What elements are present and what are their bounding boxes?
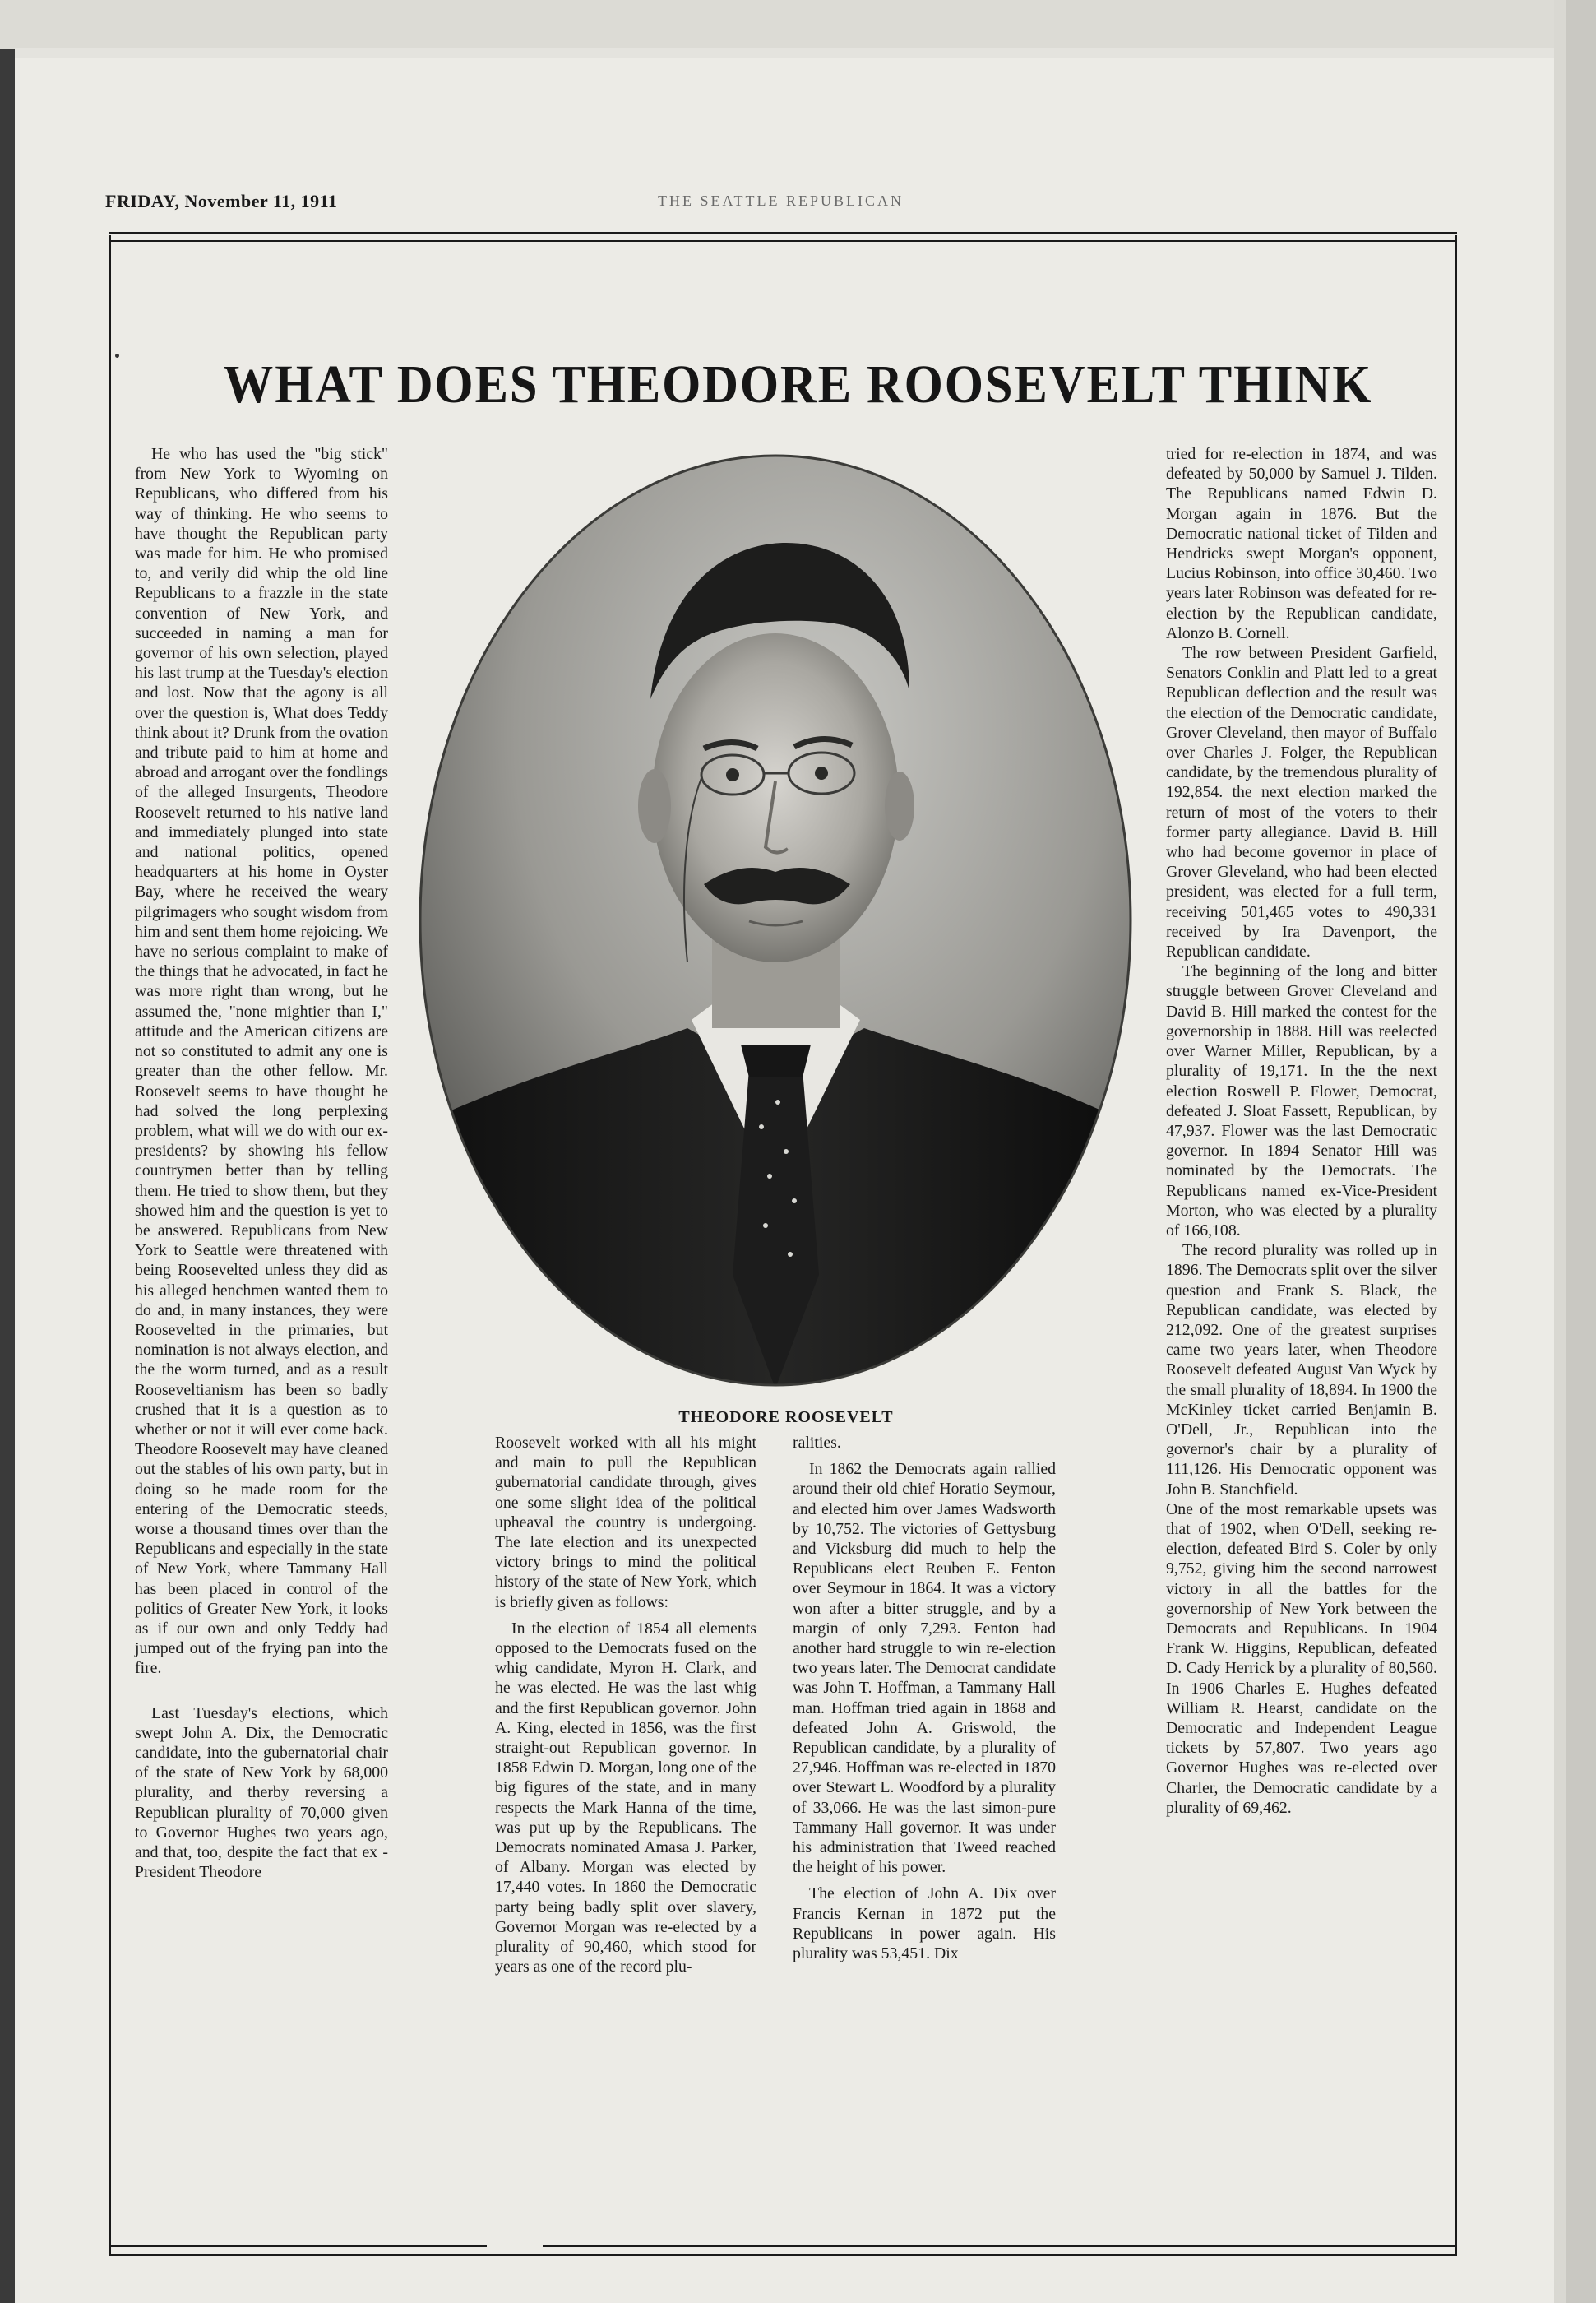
article-column-2 (495, 1433, 756, 1976)
bottom-rule-right-segment (543, 2245, 1455, 2247)
col4-paragraph: The record plurality was rolled up in 1896. The Democrats split over the silver question and Frank S. Black, the Republican candidate, was elected by 212,092. One of the greatest surprises came two years later, when Theodore Roosevelt defeated August Van Wyck by the small plurality of 18,894. In 1900 the McKinley ticket carried Benjamin B. O'Dell, Jr., Republican into the governor's chair by a plurality of 111,126. His Democratic opponent was John B. Stanchfield. (1166, 1241, 1437, 1499)
bottom-rule (109, 2254, 1457, 2256)
issue-date: FRIDAY, November 11, 1911 (105, 191, 338, 211)
col2-paragraph: Roosevelt worked with all his might and main to pull the Republican gubernatorial candidate through, gives one some slight idea of the political upheaval the country is undergoing. The late election and its unexpected victory brings to mind the political history of the state of New York, which is briefly given as follows: (495, 1434, 756, 1611)
page-stack-edge (1566, 0, 1596, 2303)
scan-top-margin (0, 0, 1596, 49)
col4-paragraph: The row between President Garfield, Senators Conklin and Platt led to a great Republican deflection and the result was the election of the Democratic candidate, Grover Cleveland, then mayor of Buffalo over Charles J. Folger, the Republican candidate, by the tremendous plurality of 192,854. the next election marked the return of most of the voters to their former party allegiance. David B. Hill who had become governor in place of Grover Gleveland, who had been elected president, was elected for a full term, receiving 501,465 votes to 490,331 received by Ira Davenport, the Republican candidate. (1166, 644, 1437, 962)
col3-paragraph: The election of John A. Dix over Francis Kernan in 1872 put the Republicans in power again. His plurality was 53,451. Dix (793, 1884, 1056, 1963)
article-headline: WHAT DOES THEODORE ROOSEVELT THINK (223, 354, 1373, 415)
col3-paragraph: In 1862 the Democrats again rallied around their old chief Horatio Seymour, and elected him over James Wadsworth by 10,752. The victories of Gettysburg and Vicksburg did much to help the Republicans elect Reuben E. Fenton over Seymour in 1864. It was a victory won after a bitter struggle, and by a margin of only 7,293. Fenton had another hard struggle to win re-election two years later. The Democrat candidate was John T. Hoffman, a Tammany Hall man. Hoffman tried again in 1868 and defeated John A. Griswold, the Republican candidate, by a plurality of 27,946. Hoffman was re-elected in 1870 over Stewart L. Woodford by a plurality of 33,066. He was the last simon-pure Tammany Hall governor. It was under his administration that Tweed reached the height of his power. (793, 1460, 1056, 1877)
article-column-3 (793, 1433, 1056, 1963)
col1-paragraph: Last Tuesday's elections, which swept John A. Dix, the Democratic candidate, into the gubernatorial chair of the state of New York by 68,000 plurality, and therby reversing a Republican plurality of 70,000 given to Governor Hughes two years ago, and that, too, despite the fact that ex - President Theodore (135, 1703, 388, 1882)
col4-paragraph: tried for re-election in 1874, and was defeated by 50,000 by Samuel J. Tilden. The Republicans named Edwin D. Morgan again in 1876. But the Democratic national ticket of Tilden and Hendricks swept Morgan's opponent, Lucius Robinson, into office 30,460. Two years later Robinson was defeated for re-election by the Republican candidate, Alonzo B. Cornell. (1166, 445, 1437, 642)
col4-paragraph: The beginning of the long and bitter struggle between Grover Cleveland and David B. Hill marked the contest for the governorship in 1888. Hill was reelected over Warner Miller, Republican, by a plurality of 19,171. In the the next election Roswell P. Flower, Democrat, defeated J. Sloat Fassett, Republican, by 47,937. Flower was the last Democratic governor. In 1894 Senator Hill was nominated by the Democrats. The Republicans named ex-Vice-President Morton, who was elected by a plurality of 166,108. (1166, 962, 1437, 1240)
top-rule-outer (109, 232, 1457, 234)
article-column-4 (1166, 444, 1437, 1818)
col1-paragraph: He who has used the "big stick" from New York to Wyoming on Republicans, who differed from his way of thinking. He who seems to have thought the Republican party was made for him. He who promised to, and verily did whip the old line Republicans to a frazzle in the state convention of New York, and succeeded in naming a man for governor of his own selection, played his last trump at the Tuesday's election and lost. Now that the agony is all over the question is, What does Teddy think about it? Drunk from the ovation and tribute paid to him at home and abroad and arrogant over the fondlings of the alleged Insurgents, Theodore Roosevelt returned to his native land and immediately plunged into state and national politics, opened headquarters at his home in Oyster Bay, where he received the weary pilgrimagers who sought wisdom from him and sent them home rejoicing. We have no serious complaint to make of the things that he advocated, in fact he was more right than wrong, but he assumed the, "none mightier than I," attitude and the American citizens are not so constituted to admit any one is greater than the other fellow. Mr. Roosevelt seems to have thought he had solved the long perplexing problem, what will we do with our ex-presidents? by showing his fellow countrymen better than by telling them. He tried to show them, but they showed him and the question is yet to be answered. Republicans from New York to Seattle were threatened with being Roosevelted unless they did as his alleged henchmen wanted them to do and, in many instances, they were Roosevelted in the primaries, but nomination is not always election, and the the worm turned, and as a result Rooseveltianism has been so badly crushed that it is a question as to whether or not it will ever come back. Theodore Roosevelt may have cleaned out the stables of his own party, but in doing so he made room for the entering of the Democratic steeds, worse a thousand times over than the Republicans and especially in the state of New York, where Tammany Hall has been placed in control of the politics of Greater New York, it looks as if our own and only Teddy had jumped out of the frying pan into the fire. (135, 445, 388, 1678)
masthead-title: THE SEATTLE REPUBLICAN (658, 192, 904, 209)
col4-paragraph: One of the most remarkable upsets was that of 1902, when O'Dell, seeking re-election, defeated Bird S. Coler by only 9,752, giving him the second narrowest victory in all the battles for the governorship of New York between the Democrats and Republicans. In 1904 Frank W. Higgins, Republican, defeated D. Cady Herrick by a plurality of 80,560. In 1906 Charles E. Hughes defeated William R. Hearst, candidate on the Democratic and Independent League tickets by 57,807. Two years ago Governor Hughes was re-elected over Charler, the Democratic candidate by a plurality of 69,462. (1166, 1499, 1437, 1817)
bottom-rule-left-segment (109, 2245, 487, 2247)
roosevelt-portrait (416, 452, 1135, 1388)
article-column-1 (135, 444, 388, 1882)
scan-binding (0, 49, 16, 2303)
col3-paragraph: ralities. (793, 1434, 841, 1452)
portrait-caption: THEODORE ROOSEVELT (678, 1408, 894, 1426)
col2-paragraph: In the election of 1854 all elements opposed to the Democrats fused on the whig candidate, Myron H. Clark, and he was elected. He was the last whig and the first Republican governor. John A. King, elected in 1856, was the first straight-out Republican governor. In 1858 Edwin D. Morgan, long one of the big figures of the state, and in many respects the Mark Hanna of the time, was put up by the Republicans. The Democrats nominated Amasa J. Parker, of Albany. Morgan was elected by 17,440 votes. In 1860 the Democratic party being badly split over slavery, Governor Morgan was re-elected by a plurality of 90,460, which stood for years as one of the record plu- (495, 1619, 756, 1976)
